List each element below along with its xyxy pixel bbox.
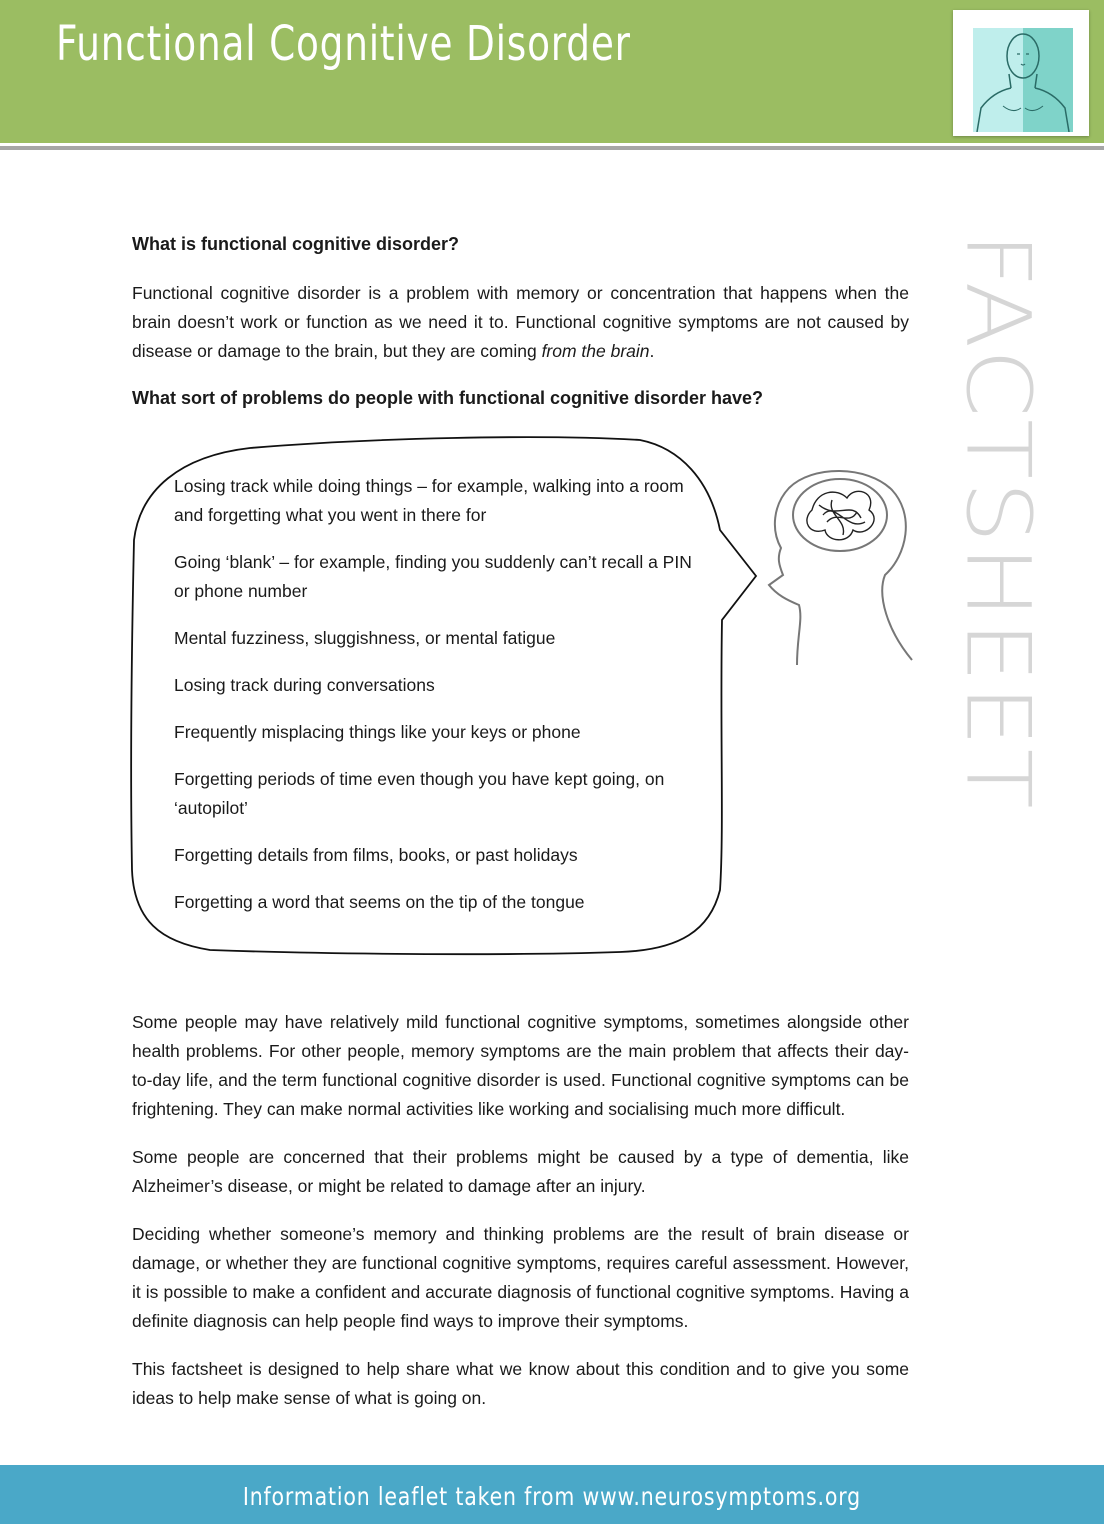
list-item: Forgetting a word that seems on the tip of the tongue (174, 892, 585, 912)
list-item: Mental fuzziness, sluggishness, or mental fatigue (174, 628, 556, 648)
list-item: Losing track while doing things – for example, walking into a room and forgetting what you went in there for (174, 476, 684, 525)
list-item: Forgetting details from films, books, or past holidays (174, 845, 578, 865)
intro-emphasis: from the brain (541, 341, 650, 361)
intro-paragraph (132, 279, 909, 366)
intro-text: Functional cognitive disorder is a problem with memory or concentration that happens when the brain doesn’t work or function as we need it to. Functional cognitive symptoms are not caused by disease or damage to the brain, but they are coming (132, 283, 909, 361)
list-item: Going ‘blank’ – for example, finding you suddenly can’t recall a PIN or phone number (174, 552, 692, 601)
intro-section (132, 230, 909, 413)
list-item: Frequently misplacing things like your keys or phone (174, 722, 581, 742)
list-item: Forgetting periods of time even though you have kept going, on ‘autopilot’ (174, 769, 665, 818)
factsheet-side-label: FACTSHEET (946, 232, 1049, 811)
problems-list (174, 472, 704, 935)
footer-credit-text: Information leaflet taken from www.neurosymptoms.org (242, 1482, 862, 1511)
head-brain-icon (757, 460, 917, 670)
body-paragraph: Some people may have relatively mild functional cognitive symptoms, sometimes alongside other health problems. For other people, memory symptoms are the main problem that affects their day-to-day life, and the term functional cognitive disorder is used. Functional cognitive symptoms can be frightening. They can make normal activities like working and socialising much more difficult. (132, 1012, 909, 1119)
section-heading-problems: What sort of problems do people with functional cognitive disorder have? (132, 388, 764, 408)
intro-text-end: . (649, 341, 655, 361)
header-image (953, 10, 1089, 136)
body-paragraph: Deciding whether someone’s memory and thinking problems are the result of brain disease or damage, or whether they are functional cognitive symptoms, requires careful assessment. However, it is possible to make a confident and accurate diagnosis of functional cognitive symptoms. Having a definite diagnosis can help people find ways to improve their symptoms. (132, 1224, 909, 1331)
header-divider-gray (0, 146, 1104, 150)
section-heading-what-is: What is functional cognitive disorder? (132, 234, 460, 254)
body-paragraph: Some people are concerned that their problems might be caused by a type of dementia, like Alzheimer’s disease, or might be related to damage after an injury. (132, 1147, 909, 1196)
footer-credit (0, 1482, 1104, 1511)
list-item: Losing track during conversations (174, 675, 435, 695)
body-illustration-icon (973, 28, 1073, 132)
body-section (132, 1008, 909, 1413)
body-paragraph: This factsheet is designed to help share what we know about this condition and to give you some ideas to help make sense of what is going on. (132, 1359, 909, 1408)
page-title: Functional Cognitive Disorder (56, 16, 631, 72)
